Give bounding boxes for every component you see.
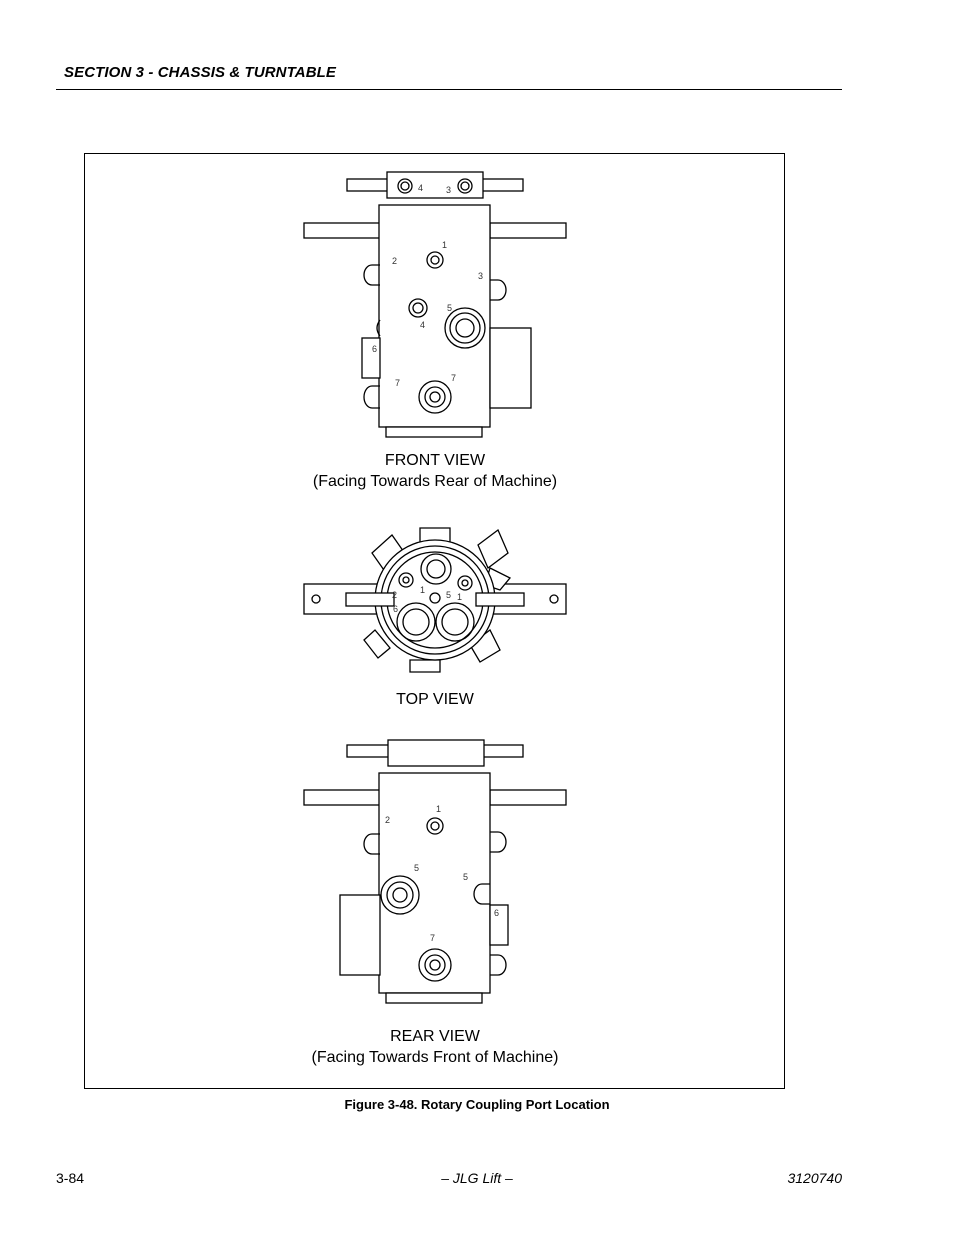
top-view-drawing: [304, 528, 566, 672]
front-port-label: 6: [372, 344, 378, 354]
page-number: 3-84: [56, 1170, 85, 1186]
front-port-label: 5: [447, 303, 453, 313]
front-port-label: 7: [451, 373, 457, 383]
rear-port-label: 1: [436, 804, 442, 814]
rear-view-caption: [235, 1026, 635, 1068]
rear-port-label: 5: [414, 863, 420, 873]
top-port-label: 1: [420, 585, 426, 595]
front-port-label: 3: [446, 185, 452, 195]
top-view-caption: [235, 689, 635, 710]
document-number: 3120740: [787, 1170, 842, 1186]
top-port-label: 5: [446, 590, 452, 600]
front-port-label: 4: [420, 320, 426, 330]
section-title: SECTION 3 - CHASSIS & TURNTABLE: [64, 64, 337, 81]
top-view-title: TOP VIEW: [396, 691, 474, 708]
front-port-label: 2: [392, 256, 398, 266]
top-port-label: 2: [392, 590, 398, 600]
front-port-label: 4: [418, 183, 424, 193]
rear-port-label: 7: [430, 933, 436, 943]
front-view-caption: [235, 450, 635, 492]
rear-port-label: 5: [463, 872, 469, 882]
rear-view-subtitle: (Facing Towards Front of Machine): [311, 1049, 559, 1066]
front-port-label: 3: [478, 271, 484, 281]
rear-port-label: 2: [385, 815, 391, 825]
front-port-label: 1: [442, 240, 448, 250]
top-port-label: 1: [457, 592, 463, 602]
rear-port-label: 6: [494, 908, 500, 918]
footer-publisher: – JLG Lift –: [441, 1170, 513, 1186]
front-port-label: 7: [395, 378, 401, 388]
top-port-label: 6: [393, 604, 399, 614]
figure-caption: Figure 3-48. Rotary Coupling Port Location: [344, 1097, 610, 1112]
front-view-subtitle: (Facing Towards Rear of Machine): [312, 473, 558, 490]
rear-view-title: REAR VIEW: [390, 1028, 480, 1045]
front-view-drawing: [304, 172, 566, 437]
rear-view-drawing: [304, 740, 566, 1003]
front-view-title: FRONT VIEW: [384, 452, 486, 469]
